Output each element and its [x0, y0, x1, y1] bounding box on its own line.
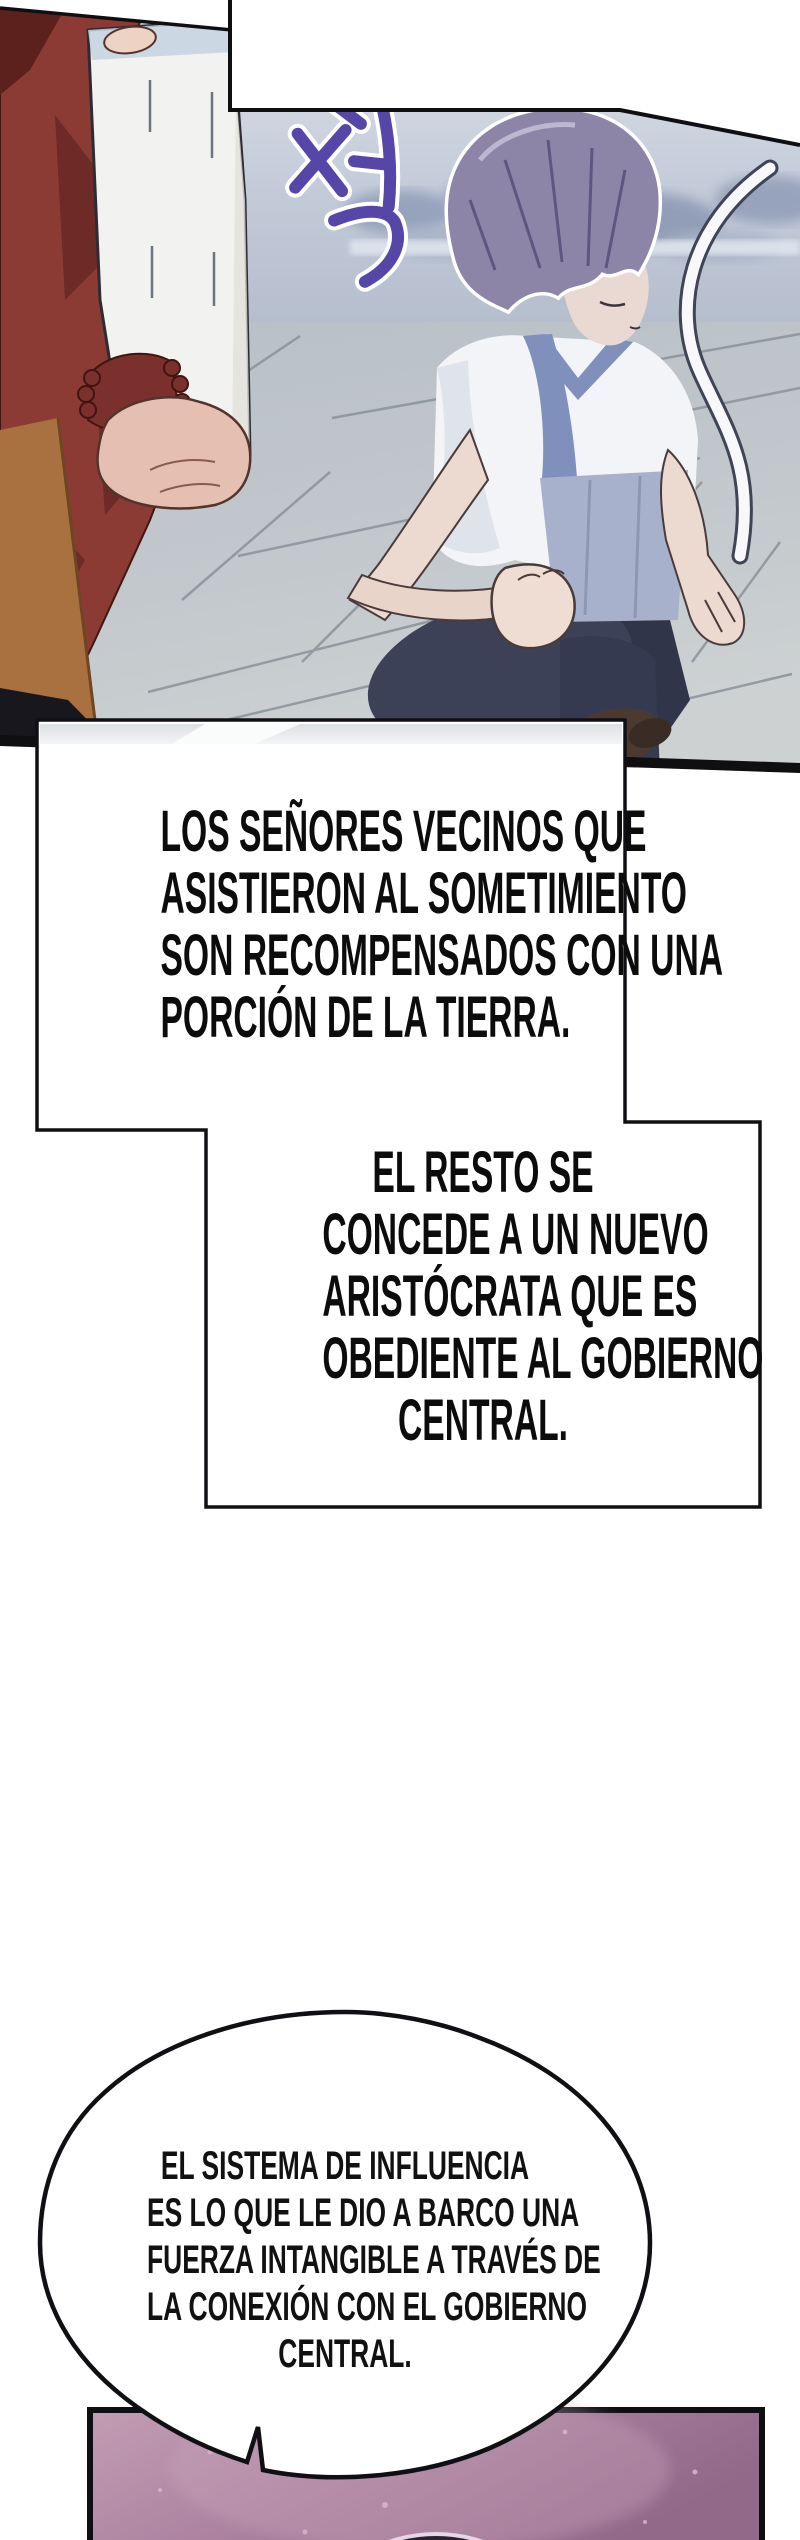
- bubble-line: LA CONEXIÓN CON EL GOBIERNO: [146, 2285, 588, 2329]
- caption-line: SON RECOMPENSADOS CON UNA: [160, 923, 724, 988]
- caption-line: CENTRAL.: [397, 1388, 569, 1453]
- caption-line: CONCEDE A UN NUEVO: [322, 1202, 709, 1267]
- bubble-line: EL SISTEMA DE INFLUENCIA: [160, 2144, 530, 2188]
- gripping-hand: [98, 397, 251, 508]
- caption-line: ARISTÓCRATA QUE ES: [322, 1264, 698, 1329]
- caption-box-1-text: [160, 799, 724, 1050]
- caption-box-top-shade: [40, 724, 622, 744]
- caption-box-2-text: [322, 1140, 764, 1453]
- bubble-line: FUERZA INTANGIBLE A TRAVÉS DE: [146, 2238, 601, 2282]
- bubble-line: CENTRAL.: [278, 2332, 412, 2376]
- caption-line: OBEDIENTE AL GOBIERNO: [322, 1326, 764, 1391]
- caption-line: PORCIÓN DE LA TIERRA.: [160, 985, 571, 1050]
- caption-line: ASISTIERON AL SOMETIMIENTO: [160, 861, 687, 926]
- caption-line: LOS SEÑORES VECINOS QUE: [160, 799, 647, 864]
- speech-bubble-text: [146, 2143, 601, 2378]
- bubble-line: ES LO QUE LE DIO A BARCO UNA: [146, 2191, 580, 2235]
- caption-line: EL RESTO SE: [372, 1140, 594, 1205]
